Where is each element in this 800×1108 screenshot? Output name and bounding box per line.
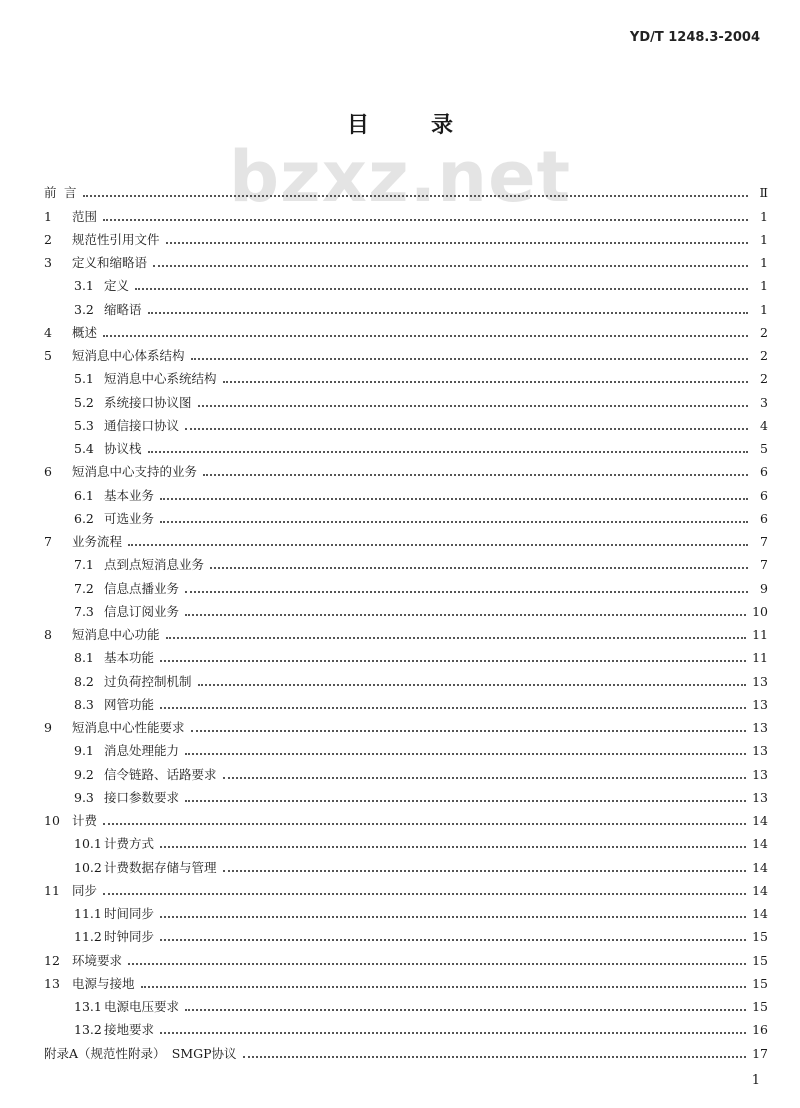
toc-entry[interactable] <box>44 178 768 201</box>
dot-leader <box>160 939 746 941</box>
toc-title: 时间同步 <box>104 906 155 921</box>
toc-entry[interactable] <box>44 480 768 503</box>
toc-label <box>44 720 185 736</box>
toc-entry[interactable] <box>44 899 768 922</box>
toc-title: 范围 <box>72 208 98 224</box>
toc-label <box>44 906 154 922</box>
toc-title: 定义 <box>104 278 130 294</box>
toc-number: 8 <box>44 627 52 642</box>
toc-number: 10 <box>44 813 60 828</box>
toc-page-number: 17 <box>752 1045 768 1061</box>
toc-title: 计费 <box>72 813 98 828</box>
toc-number: 8.2 <box>74 673 94 689</box>
toc-label <box>44 1046 237 1062</box>
toc-page-number: 11 <box>752 627 768 642</box>
toc-page-number: 2 <box>760 324 768 340</box>
toc-number: 11.2 <box>74 929 102 945</box>
watermark: bzxz.net <box>228 136 572 218</box>
toc-title: 信息点播业务 <box>104 580 180 596</box>
toc-entry[interactable] <box>44 318 768 341</box>
toc-page-number: 14 <box>752 813 768 828</box>
toc-page-number: 16 <box>752 1022 768 1038</box>
toc-entry[interactable] <box>44 690 768 713</box>
toc-number: 7.3 <box>74 603 94 619</box>
toc-title: 消息处理能力 <box>104 743 180 759</box>
toc-number: 5.3 <box>74 417 94 433</box>
toc-page-number: 5 <box>760 441 768 456</box>
page-title: 目录 <box>346 112 515 138</box>
toc-title: 短消息中心功能 <box>72 627 160 642</box>
toc-entry[interactable] <box>44 527 768 550</box>
toc-number: 前 <box>44 185 57 201</box>
toc-number: 8.1 <box>74 650 94 666</box>
toc-number: 2 <box>44 231 52 247</box>
toc-entry[interactable] <box>44 829 768 852</box>
toc-number: 6 <box>44 464 52 480</box>
dot-leader <box>135 288 748 290</box>
toc-title: 同步 <box>72 882 98 898</box>
toc-label <box>44 185 77 201</box>
toc-page-number: 13 <box>752 766 768 782</box>
toc-number: 13.2 <box>74 1022 102 1038</box>
toc-label <box>44 743 179 759</box>
toc-page-number: 6 <box>760 464 768 480</box>
toc-entry[interactable] <box>44 852 768 875</box>
dot-leader <box>191 358 748 360</box>
toc-title: 短消息中心支持的业务 <box>72 464 198 480</box>
toc-page-number: 14 <box>752 882 768 898</box>
toc-entry[interactable] <box>44 341 768 364</box>
toc-number: 5.2 <box>74 394 94 410</box>
toc-page-number: 1 <box>760 231 768 247</box>
dot-leader <box>128 544 748 546</box>
dot-leader <box>223 777 747 779</box>
toc-number: 7.1 <box>74 557 94 573</box>
dot-leader <box>103 219 748 221</box>
page-number: 1 <box>751 1073 760 1088</box>
toc-number: 13 <box>44 975 60 991</box>
toc-page-number: 13 <box>752 789 768 805</box>
dot-leader <box>210 567 748 569</box>
toc-title: 言 <box>64 185 77 201</box>
toc-entry[interactable] <box>44 504 768 527</box>
toc-page-number: 4 <box>760 417 768 433</box>
toc-page-number: 6 <box>760 510 768 526</box>
toc-title: 信息订阅业务 <box>104 603 180 619</box>
toc-label <box>44 929 154 945</box>
standard-code: YD/T 1248.3-2004 <box>629 30 760 45</box>
toc-number: 1 <box>44 208 52 224</box>
dot-leader <box>198 405 748 407</box>
dot-leader <box>191 730 747 732</box>
toc-entry[interactable] <box>44 759 768 782</box>
toc-number: 3.2 <box>74 301 94 317</box>
toc-label <box>44 650 154 666</box>
toc-entry[interactable] <box>44 666 768 689</box>
toc-number: 13.1 <box>74 999 102 1014</box>
toc-number: 6.1 <box>74 487 94 503</box>
toc-label <box>44 604 179 620</box>
toc-entry[interactable] <box>44 1015 768 1038</box>
toc-number: 10.1 <box>74 836 102 852</box>
toc-number: 9.2 <box>74 766 94 782</box>
toc-title: 环境要求 <box>72 952 123 968</box>
toc-entry[interactable] <box>44 806 768 829</box>
toc-page-number: 6 <box>760 487 768 503</box>
toc-label <box>44 511 154 527</box>
dot-leader <box>185 1009 746 1011</box>
toc-title: 网管功能 <box>104 696 155 712</box>
toc-entry[interactable] <box>44 969 768 992</box>
toc-label <box>44 395 192 411</box>
toc-page-number: 9 <box>760 580 768 596</box>
dot-leader <box>128 963 746 965</box>
toc-page-number: 13 <box>752 743 768 759</box>
dot-leader <box>160 707 746 709</box>
toc-title: 附录A（规范性附录） SMGP协议 <box>44 1045 237 1061</box>
toc-title: 接地要求 <box>104 1022 155 1038</box>
toc-number: 11.1 <box>74 906 102 921</box>
toc-page-number: 14 <box>752 859 768 875</box>
toc-page-number: 13 <box>752 673 768 689</box>
toc-label <box>44 697 154 713</box>
toc-number: 5.1 <box>74 371 94 387</box>
dot-leader <box>166 637 747 639</box>
toc-label <box>44 371 217 387</box>
toc-entry[interactable] <box>44 411 768 434</box>
toc-title: 基本业务 <box>104 487 155 503</box>
toc-title: 电源电压要求 <box>104 999 180 1014</box>
toc-entry[interactable] <box>44 736 768 759</box>
toc-page-number: 7 <box>760 534 768 549</box>
toc-page-number: 14 <box>752 836 768 852</box>
toc-label <box>44 1022 154 1038</box>
dot-leader <box>83 195 748 197</box>
toc-label <box>44 674 192 690</box>
toc-title: 计费数据存储与管理 <box>104 859 217 875</box>
toc-title: 基本功能 <box>104 650 155 666</box>
toc-label <box>44 488 154 504</box>
dot-leader <box>160 916 746 918</box>
dot-leader <box>103 823 746 825</box>
toc-title: 接口参数要求 <box>104 789 180 805</box>
dot-leader <box>153 265 748 267</box>
toc-label <box>44 581 179 597</box>
toc-page-number: 15 <box>752 929 768 945</box>
toc-number: 5.4 <box>74 441 94 456</box>
toc-label <box>44 767 217 783</box>
toc-label <box>44 557 204 573</box>
toc-entry[interactable] <box>44 713 768 736</box>
dot-leader <box>243 1056 747 1058</box>
toc-page-number: 11 <box>752 650 768 666</box>
toc-entry[interactable] <box>44 620 768 643</box>
dot-leader <box>185 753 746 755</box>
toc-label <box>44 953 122 969</box>
toc-label <box>44 441 142 457</box>
toc-entry[interactable] <box>44 387 768 410</box>
toc-title: 概述 <box>72 324 98 340</box>
toc-title: 短消息中心体系结构 <box>72 348 185 363</box>
toc-page-number: 7 <box>760 557 768 573</box>
toc-page-number: 1 <box>760 278 768 294</box>
toc-label <box>44 883 97 899</box>
table-of-contents <box>44 178 768 1062</box>
toc-page-number: 13 <box>752 696 768 712</box>
toc-label <box>44 348 185 364</box>
toc-number: 4 <box>44 324 52 340</box>
toc-label <box>44 209 97 225</box>
toc-number: 9.3 <box>74 789 94 805</box>
toc-number: 10.2 <box>74 859 102 875</box>
toc-title: 信令链路、话路要求 <box>104 766 217 782</box>
toc-label <box>44 325 97 341</box>
toc-title: 业务流程 <box>72 534 123 549</box>
toc-page-number: Ⅱ <box>759 185 768 201</box>
toc-page-number: 1 <box>760 301 768 317</box>
dot-leader <box>198 684 747 686</box>
toc-title: 时钟同步 <box>104 929 155 945</box>
toc-label <box>44 627 160 643</box>
toc-title: 可选业务 <box>104 510 155 526</box>
dot-leader <box>223 381 748 383</box>
dot-leader <box>141 986 747 988</box>
toc-page-number: 15 <box>752 952 768 968</box>
toc-label <box>44 836 154 852</box>
toc-entry[interactable] <box>44 201 768 224</box>
toc-number: 3 <box>44 255 52 270</box>
toc-label <box>44 464 197 480</box>
toc-entry[interactable] <box>44 783 768 806</box>
toc-title: 通信接口协议 <box>104 417 180 433</box>
toc-title: 协议栈 <box>104 441 142 456</box>
toc-label <box>44 860 217 876</box>
toc-entry[interactable] <box>44 550 768 573</box>
toc-entry[interactable] <box>44 225 768 248</box>
dot-leader <box>160 660 746 662</box>
toc-number: 7 <box>44 534 52 549</box>
toc-number: 3.1 <box>74 278 94 294</box>
dot-leader <box>185 614 746 616</box>
toc-title: 计费方式 <box>104 836 155 852</box>
toc-page-number: 14 <box>752 906 768 921</box>
dot-leader <box>160 498 748 500</box>
dot-leader <box>148 451 748 453</box>
toc-entry[interactable] <box>44 876 768 899</box>
toc-title: 系统接口协议图 <box>104 394 192 410</box>
toc-label <box>44 976 135 992</box>
dot-leader <box>185 428 748 430</box>
dot-leader <box>223 870 747 872</box>
toc-title: 过负荷控制机制 <box>104 673 192 689</box>
dot-leader <box>148 312 748 314</box>
toc-label <box>44 232 160 248</box>
toc-title: 短消息中心性能要求 <box>72 720 185 735</box>
toc-number: 12 <box>44 952 60 968</box>
toc-page-number: 13 <box>752 720 768 735</box>
toc-entry[interactable] <box>44 922 768 945</box>
toc-page-number: 3 <box>760 394 768 410</box>
toc-number: 5 <box>44 348 52 363</box>
toc-number: 11 <box>44 882 60 898</box>
dot-leader <box>185 800 746 802</box>
toc-title: 短消息中心系统结构 <box>104 371 217 387</box>
toc-page-number: 2 <box>760 371 768 387</box>
toc-page-number: 2 <box>760 348 768 363</box>
toc-page-number: 1 <box>760 208 768 224</box>
toc-entry[interactable] <box>44 271 768 294</box>
toc-title: 电源与接地 <box>72 975 135 991</box>
toc-label <box>44 534 122 550</box>
toc-label <box>44 255 147 271</box>
toc-title: 缩略语 <box>104 301 142 317</box>
toc-entry[interactable] <box>44 364 768 387</box>
toc-number: 9.1 <box>74 743 94 759</box>
dot-leader <box>103 893 746 895</box>
toc-label <box>44 813 97 829</box>
dot-leader <box>160 846 746 848</box>
toc-number: 6.2 <box>74 510 94 526</box>
toc-entry[interactable] <box>44 643 768 666</box>
dot-leader <box>166 242 748 244</box>
toc-number: 8.3 <box>74 696 94 712</box>
toc-entry[interactable] <box>44 294 768 317</box>
toc-title: 定义和缩略语 <box>72 255 148 270</box>
toc-page-number: 1 <box>760 255 768 270</box>
toc-entry[interactable] <box>44 573 768 596</box>
toc-title: 规范性引用文件 <box>72 231 160 247</box>
toc-number: 7.2 <box>74 580 94 596</box>
toc-entry[interactable] <box>44 248 768 271</box>
toc-entry[interactable] <box>44 434 768 457</box>
toc-label <box>44 790 179 806</box>
toc-label <box>44 278 129 294</box>
toc-entry[interactable] <box>44 457 768 480</box>
toc-entry[interactable] <box>44 992 768 1015</box>
toc-title: 点到点短消息业务 <box>104 557 205 573</box>
toc-page-number: 10 <box>752 603 768 619</box>
toc-page-number: 15 <box>752 975 768 991</box>
toc-label <box>44 418 179 434</box>
toc-entry[interactable] <box>44 1038 768 1061</box>
toc-entry[interactable] <box>44 945 768 968</box>
toc-entry[interactable] <box>44 597 768 620</box>
toc-label <box>44 302 142 318</box>
dot-leader <box>103 335 748 337</box>
dot-leader <box>203 474 748 476</box>
dot-leader <box>160 1032 746 1034</box>
dot-leader <box>185 591 748 593</box>
toc-number: 9 <box>44 720 52 735</box>
toc-page-number: 15 <box>752 999 768 1014</box>
toc-label <box>44 999 179 1015</box>
dot-leader <box>160 521 748 523</box>
